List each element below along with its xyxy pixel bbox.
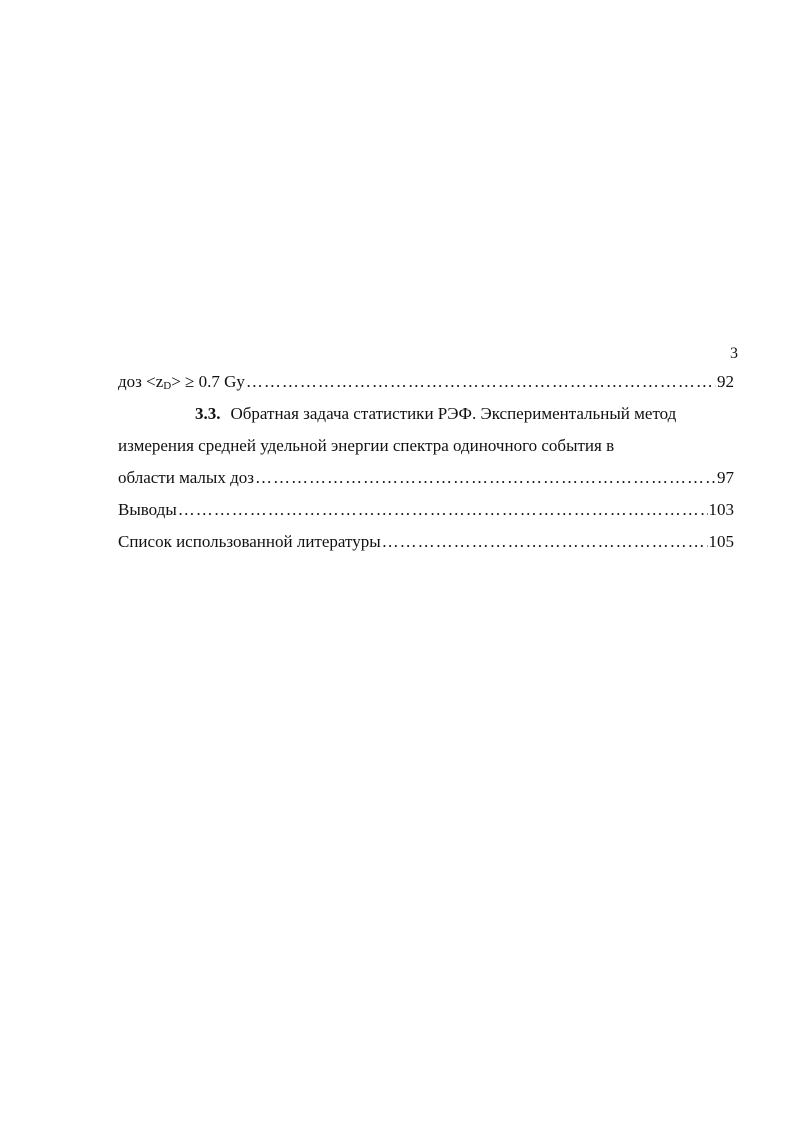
toc-leader-dots <box>382 526 708 558</box>
toc-entry-page: 103 <box>708 500 734 519</box>
toc-entry-text: Выводы <box>118 500 177 519</box>
toc-entry-section-3-3-line1[interactable] <box>118 398 734 430</box>
toc-entry-text: измерения средней удельной энергии спектра одиночного события в <box>118 436 615 455</box>
toc-entry-text-prefix: доз <z <box>118 372 164 391</box>
toc-entry-page: 105 <box>708 532 734 551</box>
toc-entry-text-suffix: > ≥ 0.7 Gy <box>171 372 245 391</box>
toc-entry-page: 97 <box>717 468 734 487</box>
toc-entry-section-3-3-line2[interactable] <box>118 430 734 462</box>
toc-entry-text <box>118 366 245 398</box>
page-number: 3 <box>730 345 738 362</box>
toc-entry-section-3-3-line3[interactable] <box>118 462 734 494</box>
toc-entry-text: Обратная задача статистики РЭФ. Экспериментальный метод <box>230 404 677 423</box>
toc-leader-dots <box>178 494 708 526</box>
toc-section-number: 3.3. <box>195 404 221 423</box>
toc-entry-references[interactable] <box>118 526 734 558</box>
toc-entry-doses[interactable] <box>118 366 734 398</box>
table-of-contents <box>118 366 734 558</box>
toc-leader-dots <box>255 462 716 494</box>
toc-leader-dots <box>246 366 716 398</box>
toc-entry-page: 92 <box>717 372 734 391</box>
toc-entry-subscript: D <box>163 380 172 392</box>
toc-entry-text: области малых доз <box>118 468 254 487</box>
toc-entry-conclusions[interactable] <box>118 494 734 526</box>
toc-entry-text: Список использованной литературы <box>118 532 381 551</box>
